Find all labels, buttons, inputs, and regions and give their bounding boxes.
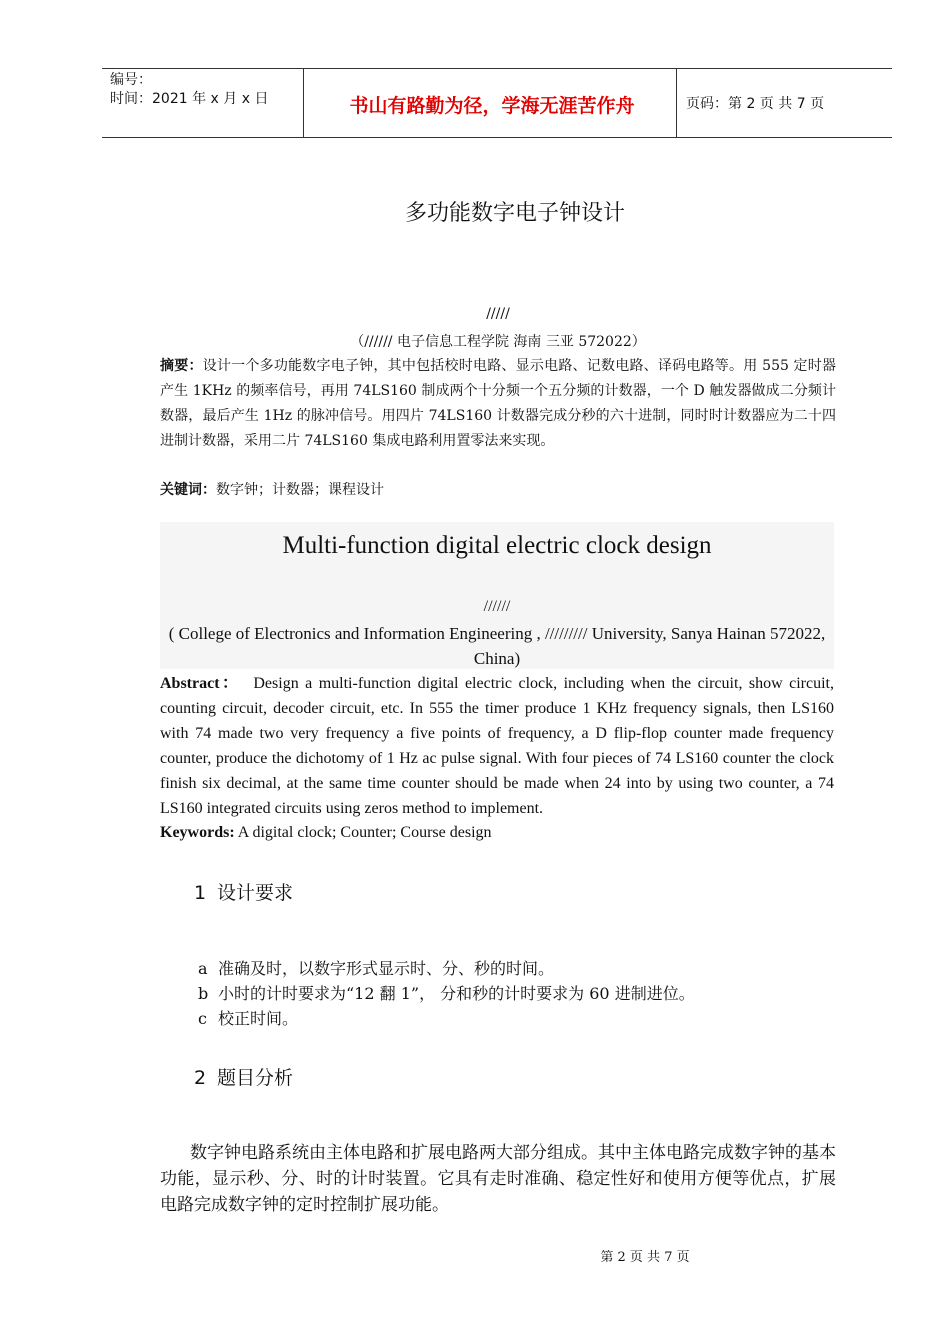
body-paragraph: 数字钟电路系统由主体电路和扩展电路两大部分组成。其中主体电路完成数字钟的基本功能，显示秒、分、时的计时装置。它具有走时准确、稳定性好和使用方便等优点，扩展电路完成数字钟的定时控制扩展功能。 <box>160 1143 836 1215</box>
requirement-text: 准确及时，以数字形式显示时、分、秒的时间。 <box>218 959 555 978</box>
header-meta <box>110 71 268 109</box>
cn-abstract-text: 设计一个多功能数字电子钟，其中包括校时电路、显示电路、记数电路、译码电路等。用 555 定时器产生 1KHz 的频率信号，再用 74LS160 制成两个十分频一个五分频的计数器，一个 D 触发器做成二分频计数器，最后产生 1Hz 的脉冲信号。用四片 74LS160 计数器完成分秒的六十进制，同时时计数器应为二十四进制计数器，采用二片 74LS160 集成电路利用置零法来实现。 <box>160 358 837 449</box>
section-title: 题目分析 <box>217 1067 294 1089</box>
header-page-info: 页码：第 2 页 共 7 页 <box>686 96 825 112</box>
cn-abstract <box>160 354 836 454</box>
cn-keywords <box>160 478 836 503</box>
en-abstract <box>160 671 834 821</box>
en-abstract-text: Design a multi-function digital electric clock, including when the circuit, show circuit, counting circuit, decoder circuit, etc. In 555 the timer produce 1 KHz frequency signals, then LS160 with 74 made two very frequency a five points of frequency, a D flip-flop counter made frequency counter, produce the dichotomy of 1 Hz ac pulse signal. With four pieces of 74 LS160 counter the clock finish six decimal, at the same time counter should be made when 24 into by using two counter, a 74 LS160 integrated circuits using zeros method to implement. <box>160 675 834 817</box>
header-number: 编号： <box>110 72 152 88</box>
en-abstract-label: Abstract： <box>160 675 241 692</box>
cn-keywords-label: 关键词： <box>160 482 216 498</box>
cn-author: ///// <box>486 306 510 322</box>
requirement-text: 小时的计时要求为“12 翻 1”， 分和秒的计时要求为 60 进制进位。 <box>218 984 695 1003</box>
requirement-label: a <box>198 959 208 978</box>
page-footer: 第 2 页 共 7 页 <box>600 1250 690 1265</box>
en-title: Multi-function digital electric clock design <box>282 532 712 559</box>
section-number: 1 <box>194 882 207 904</box>
section-title: 设计要求 <box>217 882 294 904</box>
en-keywords <box>160 820 834 845</box>
requirement-label: b <box>198 984 209 1003</box>
requirement-item <box>198 956 554 981</box>
en-keywords-text: A digital clock; Counter; Course design <box>237 824 492 841</box>
requirement-label: c <box>198 1009 207 1028</box>
requirement-item <box>198 1006 298 1031</box>
section-heading-1 <box>194 878 293 905</box>
cn-keywords-text: 数字钟；计数器；课程设计 <box>216 482 384 498</box>
en-affiliation: ( College of Electronics and Information Engineering , ///////// University, Sanya Hainan 572022, China) <box>168 624 826 668</box>
en-keywords-label: Keywords: <box>160 824 235 841</box>
page-header <box>102 68 892 138</box>
cn-affiliation: （////// 电子信息工程学院 海南 三亚 572022） <box>350 334 646 350</box>
cn-abstract-label: 摘要： <box>160 358 203 374</box>
requirement-item <box>198 981 695 1006</box>
header-divider <box>676 69 677 137</box>
requirement-text: 校正时间。 <box>218 1009 299 1028</box>
header-time: 时间：2021 年 x 月 x 日 <box>110 91 269 107</box>
en-author: ////// <box>483 598 511 615</box>
header-divider <box>303 69 304 137</box>
header-motto: 书山有路勤为径，学海无涯苦作舟 <box>349 95 635 117</box>
section-heading-2 <box>194 1063 293 1090</box>
document-title: 多功能数字电子钟设计 <box>404 201 625 226</box>
section-number: 2 <box>194 1067 207 1089</box>
